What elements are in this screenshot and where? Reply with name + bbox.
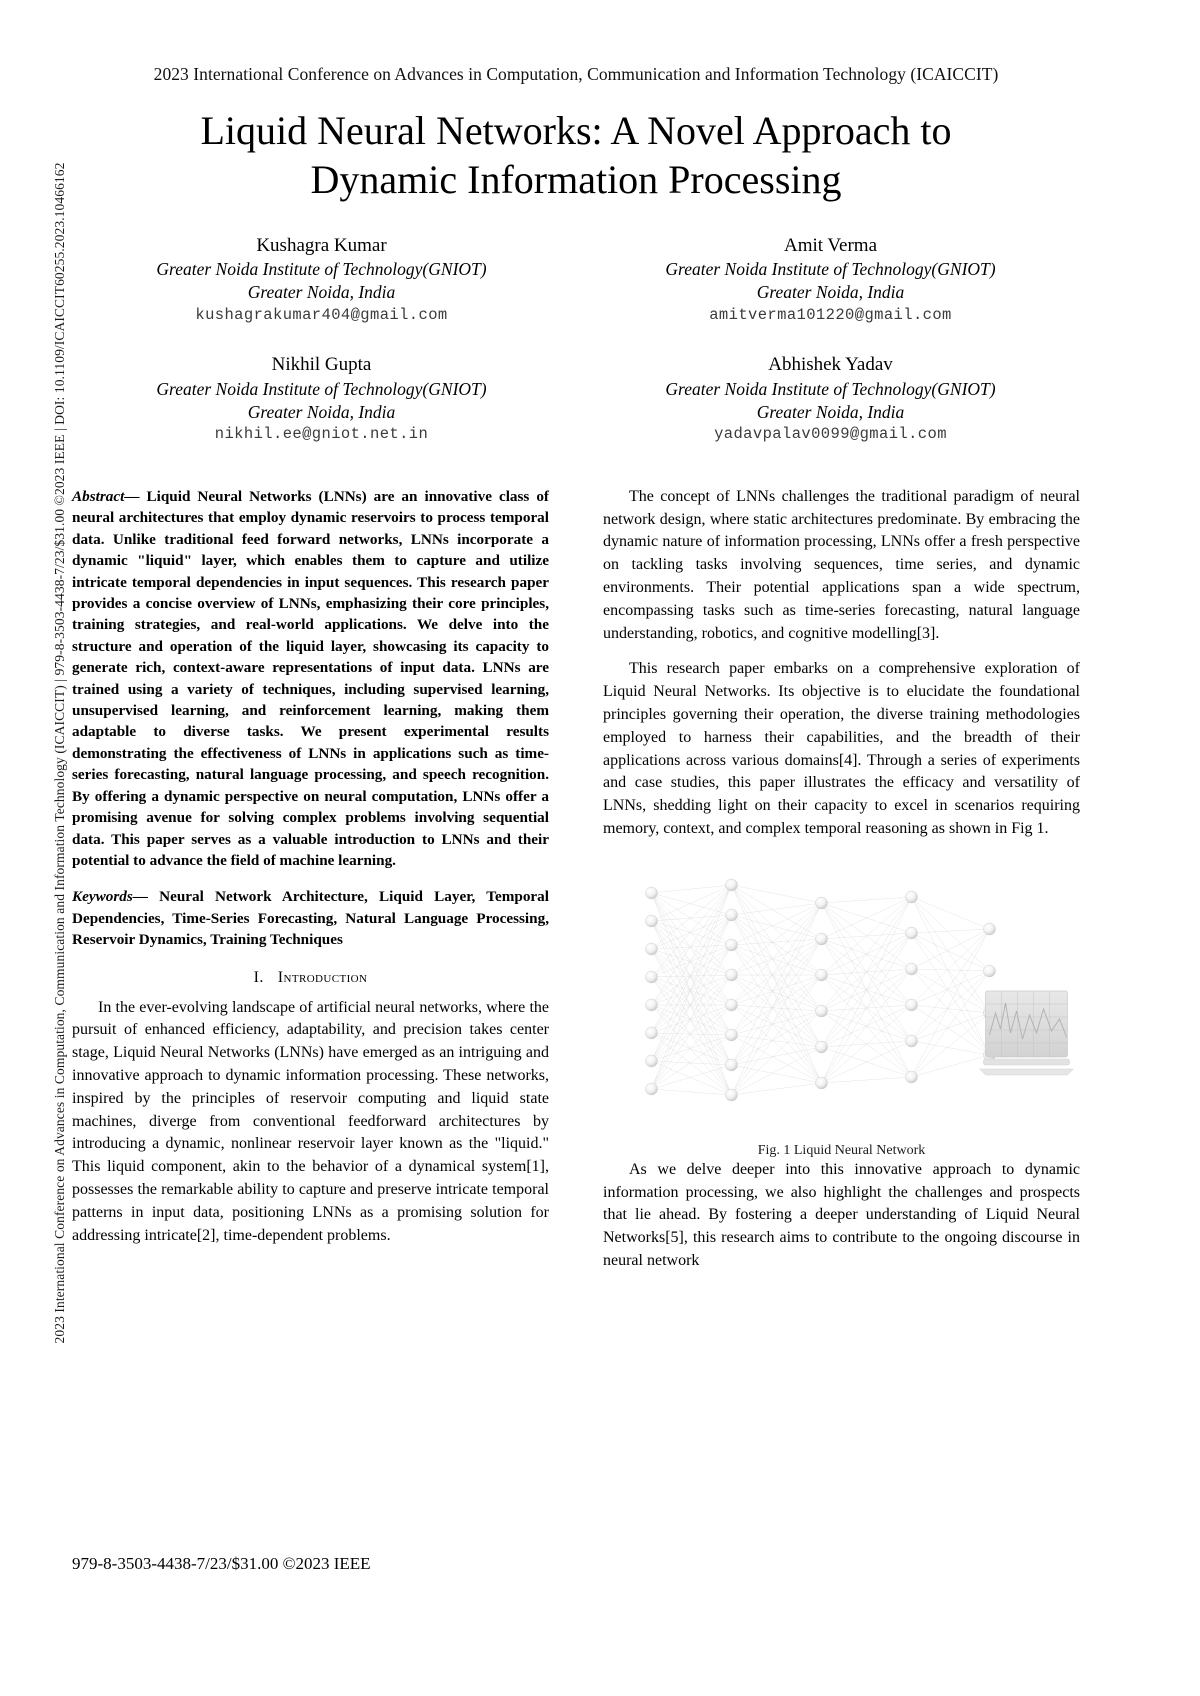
author-entry (581, 352, 1080, 446)
keywords-label: Keywords— (72, 888, 148, 906)
right-paragraph-3: As we delve deeper into this innovative approach to dynamic information processing, we also highlight the challenges and prospects that lie ahead. By fostering a deeper understanding of Liquid Neural Networks[5], this research aims to contribute to the ongoing discourse in neural network (603, 1160, 1080, 1269)
author-affiliation: Greater Noida Institute of Technology(GNIOT) (665, 259, 996, 280)
author-location: Greater Noida, India (247, 281, 396, 302)
author-name: Kushagra Kumar (256, 234, 387, 256)
author-affiliation: Greater Noida Institute of Technology(GNIOT) (156, 378, 487, 399)
right-paragraph-2: This research paper embarks on a comprehensive exploration of Liquid Neural Networks. Its objective is to elucidate the foundational principles governing their operation, the diverse training methodologies employed to harness their capabilities, and the breadth of their applications across various domains[4]. Through a series of experiments and case studies, this paper illustrates the efficacy and versatility of LNNs, shedding light on their capacity to excel in scenarios requiring memory, context, and complex temporal reasoning as shown in Fig 1. (603, 660, 1080, 837)
left-column (72, 486, 549, 1286)
author-email[interactable]: nikhil.ee@gniot.net.in (214, 425, 429, 444)
author-name: Abhishek Yadav (768, 354, 893, 376)
abstract-paragraph (72, 486, 549, 872)
author-email[interactable]: amitverma101220@gmail.com (709, 305, 952, 324)
author-email[interactable]: kushagrakumar404@gmail.com (195, 305, 448, 324)
keywords-text: Neural Network Architecture, Liquid Layer, Temporal Dependencies, Time-Series Forecasting, Natural Language Processing, Reservoir Dynamics, Training Techniques (72, 888, 549, 949)
paper-content (72, 0, 1080, 1696)
ieee-vertical-metadata-text: 2023 International Conference on Advances in Computation, Communication and Information Technology (ICAICCIT) | 979-8-3503-4438-7/23/$31.00 ©2023 IEEE | DOI: 10.1109/ICAICCIT60255.2023.10466162 (52, 162, 67, 1344)
waveform-panel-icon (980, 991, 1074, 1075)
two-column-body (72, 486, 1080, 1286)
author-affiliation: Greater Noida Institute of Technology(GNIOT) (665, 378, 996, 399)
ieee-vertical-metadata-strip (0, 0, 67, 1696)
author-entry (581, 233, 1080, 327)
conference-header: 2023 International Conference on Advances in Computation, Communication and Information Technology (ICAICCIT) (153, 64, 999, 84)
right-column (603, 486, 1080, 1286)
authors-block (72, 233, 1080, 446)
author-location: Greater Noida, India (756, 401, 905, 422)
section-title: Introduction (277, 968, 368, 986)
author-entry (72, 233, 571, 327)
figure-caption: Fig. 1 Liquid Neural Network (757, 1142, 926, 1158)
author-email[interactable]: yadavpalav0099@gmail.com (714, 425, 947, 444)
liquid-neural-network-diagram (603, 863, 1080, 1121)
introduction-paragraph-1: In the ever-evolving landscape of artificial neural networks, where the pursuit of enhanced efficiency, adaptability, and precision takes center stage, Liquid Neural Networks (LNNs) have emerged as an intriguing and innovative approach to dynamic information processing. These networks, inspired by the principles of reservoir computing and liquid state machines, diverge from conventional feedforward architectures by introducing a dynamic, nonlinear reservoir layer known as the "liquid." This liquid component, akin to the behavior of a dynamical system[1], possesses the remarkable ability to capture and preserve intricate temporal patterns in input data, positioning LNNs as a promising solution for addressing intricate[2], time-dependent problems. (72, 998, 549, 1244)
figure-1 (603, 863, 1080, 1159)
right-paragraph-1: The concept of LNNs challenges the traditional paradigm of neural network design, where static architectures predominate. By embracing the dynamic nature of information processing, LNNs offer a fresh perspective on tackling tasks involving sequences, time series, and dynamic environments. Their potential applications span a wide spectrum, encompassing tasks such as time-series forecasting, natural language understanding, robotics, and cognitive modelling[3]. (603, 487, 1080, 642)
footer-copyright: 979-8-3503-4438-7/23/$31.00 ©2023 IEEE (72, 1554, 371, 1573)
author-location: Greater Noida, India (247, 401, 396, 422)
author-name: Nikhil Gupta (271, 354, 372, 376)
author-entry (72, 352, 571, 446)
section-heading-introduction (72, 969, 549, 987)
page-title: Liquid Neural Networks: A Novel Approach to Dynamic Information Processing (200, 108, 952, 202)
author-name: Amit Verma (783, 234, 878, 256)
keywords-paragraph (72, 886, 549, 950)
abstract-text: Liquid Neural Networks (LNNs) are an innovative class of neural architectures that employ dynamic reservoirs to process temporal data. Unlike traditional feed forward networks, LNNs incorporate a dynamic "liquid" layer, which enables them to capture and utilize intricate temporal dependencies in input sequences. This research paper provides a concise overview of LNNs, emphasizing their core principles, training strategies, and real-world applications. We delve into the structure and operation of the liquid layer, showcasing its capacity to generate rich, context-aware representations of input data. LNNs are trained using a variety of techniques, including supervised learning, unsupervised learning, and reinforcement learning, making them adaptable to diverse tasks. We present experimental results demonstrating the effectiveness of LNNs in applications such as time-series forecasting, natural language processing, and speech recognition. By offering a dynamic perspective on neural computation, LNNs offer a promising avenue for solving complex problems involving sequential data. This paper serves as a valuable introduction to LNNs and their potential to advance the field of machine learning. (72, 487, 549, 869)
author-location: Greater Noida, India (756, 281, 905, 302)
section-numeral: I. (253, 968, 264, 986)
author-affiliation: Greater Noida Institute of Technology(GNIOT) (156, 259, 487, 280)
abstract-label: Abstract— (72, 487, 140, 505)
